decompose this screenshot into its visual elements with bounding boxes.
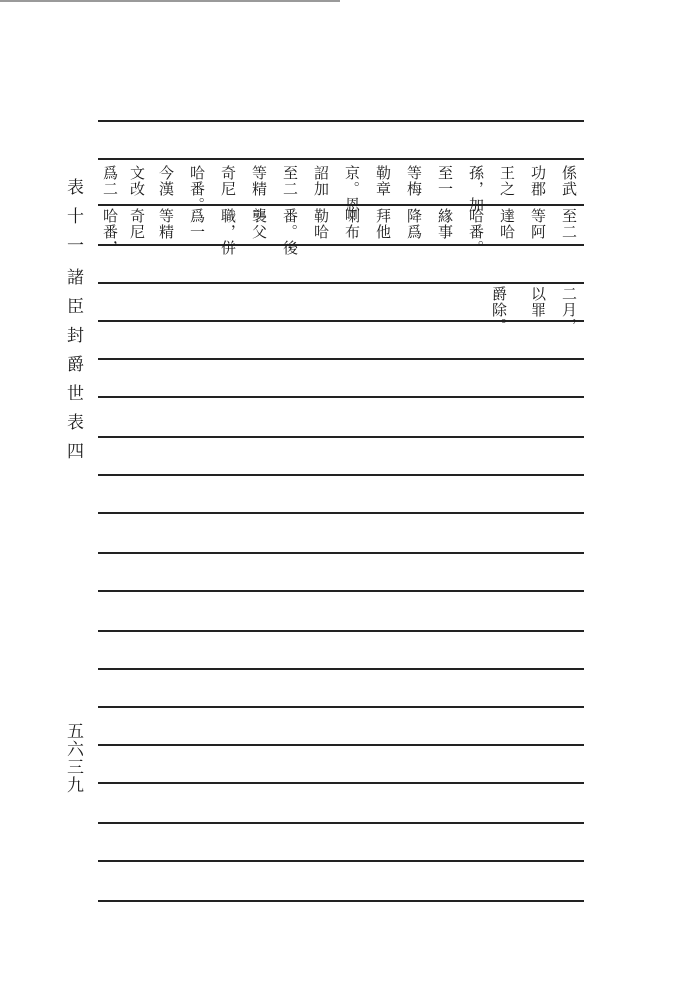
text-column: 爵除。 [490, 286, 508, 334]
table-rule [98, 120, 584, 122]
text-column: 係武 [560, 165, 578, 197]
text-column: 等精 [157, 208, 175, 240]
text-column: 至二 [281, 165, 299, 197]
top-edge-line [0, 0, 340, 2]
text-column: 等阿 [529, 208, 547, 240]
table-rule [98, 630, 584, 632]
text-column: 襲父 [250, 208, 268, 240]
table-rule [98, 822, 584, 824]
text-column: 哈番。 [188, 165, 206, 213]
text-column: 降爲 [405, 208, 423, 240]
text-column: 達哈 [498, 208, 516, 240]
text-column: 喇布 [343, 208, 361, 240]
text-column: 番。後 [281, 208, 299, 256]
table-rule [98, 396, 584, 398]
table-rule [98, 204, 584, 206]
table-rule [98, 158, 584, 160]
table-rule [98, 436, 584, 438]
table-rule [98, 668, 584, 670]
table-rule [98, 860, 584, 862]
text-column: 職，併 [219, 208, 237, 256]
text-column: 緣事 [436, 208, 454, 240]
text-column: 至一 [436, 165, 454, 197]
text-column: 二月， [560, 286, 578, 334]
text-column: 等梅 [405, 165, 423, 197]
table-rule [98, 900, 584, 902]
text-column: 詔加 [312, 165, 330, 197]
text-column: 奇尼 [219, 165, 237, 197]
text-column: 哈番， [101, 208, 119, 256]
text-column: 京。恩 [343, 165, 361, 213]
table-rule [98, 744, 584, 746]
text-column: 拜他 [374, 208, 392, 240]
text-column: 爲一 [188, 208, 206, 240]
table-rule [98, 474, 584, 476]
table-rule [98, 552, 584, 554]
text-column: 至二 [560, 208, 578, 240]
text-column: 功郡 [529, 165, 547, 197]
text-column: 奇尼 [128, 208, 146, 240]
text-column: 哈番。 [467, 208, 485, 256]
text-column: 文改 [128, 165, 146, 197]
text-column: 以罪 [529, 286, 547, 318]
side-title: 表十一 [63, 178, 83, 265]
table-rule [98, 512, 584, 514]
table-rule [98, 282, 584, 284]
text-column: 勒章 [374, 165, 392, 197]
table-rule [98, 706, 584, 708]
text-column: 孫，加 [467, 165, 485, 213]
table-rule [98, 244, 584, 246]
page-number: 五六三九 [63, 722, 83, 794]
text-column: 等精 [250, 165, 268, 197]
side-subtitle: 諸臣封爵世表四 [63, 268, 83, 471]
table-rule [98, 590, 584, 592]
table-rule [98, 358, 584, 360]
text-column: 勒哈 [312, 208, 330, 240]
table-rule [98, 320, 584, 322]
text-column: 今漢 [157, 165, 175, 197]
text-column: 王之 [498, 165, 516, 197]
table-rule [98, 782, 584, 784]
text-column: 爲二 [101, 165, 119, 197]
